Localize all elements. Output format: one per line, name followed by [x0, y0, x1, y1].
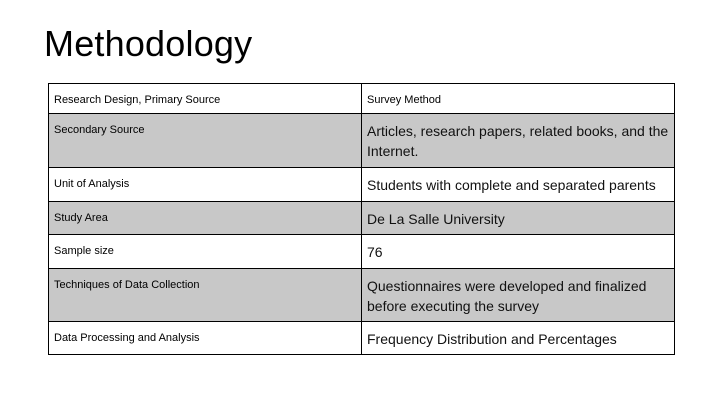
table-row [49, 202, 675, 235]
methodology-table [48, 83, 675, 355]
slide-title: Methodology [44, 23, 253, 64]
row-value: Questionnaires were developed and finalized before executing the survey [362, 269, 675, 322]
table-row [49, 269, 675, 322]
row-value: Survey Method [362, 84, 675, 114]
table-row [49, 168, 675, 202]
row-label: Research Design, Primary Source [49, 84, 362, 114]
row-label: Data Processing and Analysis [49, 322, 362, 355]
row-label: Unit of Analysis [49, 168, 362, 202]
row-label: Sample size [49, 235, 362, 269]
row-value: Students with complete and separated parents [362, 168, 675, 202]
table-row [49, 84, 675, 114]
row-value: 76 [362, 235, 675, 269]
table-row [49, 322, 675, 355]
row-label: Study Area [49, 202, 362, 235]
table-row [49, 235, 675, 269]
row-value: Articles, research papers, related books, and the Internet. [362, 114, 675, 168]
row-label: Techniques of Data Collection [49, 269, 362, 322]
row-label: Secondary Source [49, 114, 362, 168]
row-value: De La Salle University [362, 202, 675, 235]
row-value: Frequency Distribution and Percentages [362, 322, 675, 355]
table-row [49, 114, 675, 168]
